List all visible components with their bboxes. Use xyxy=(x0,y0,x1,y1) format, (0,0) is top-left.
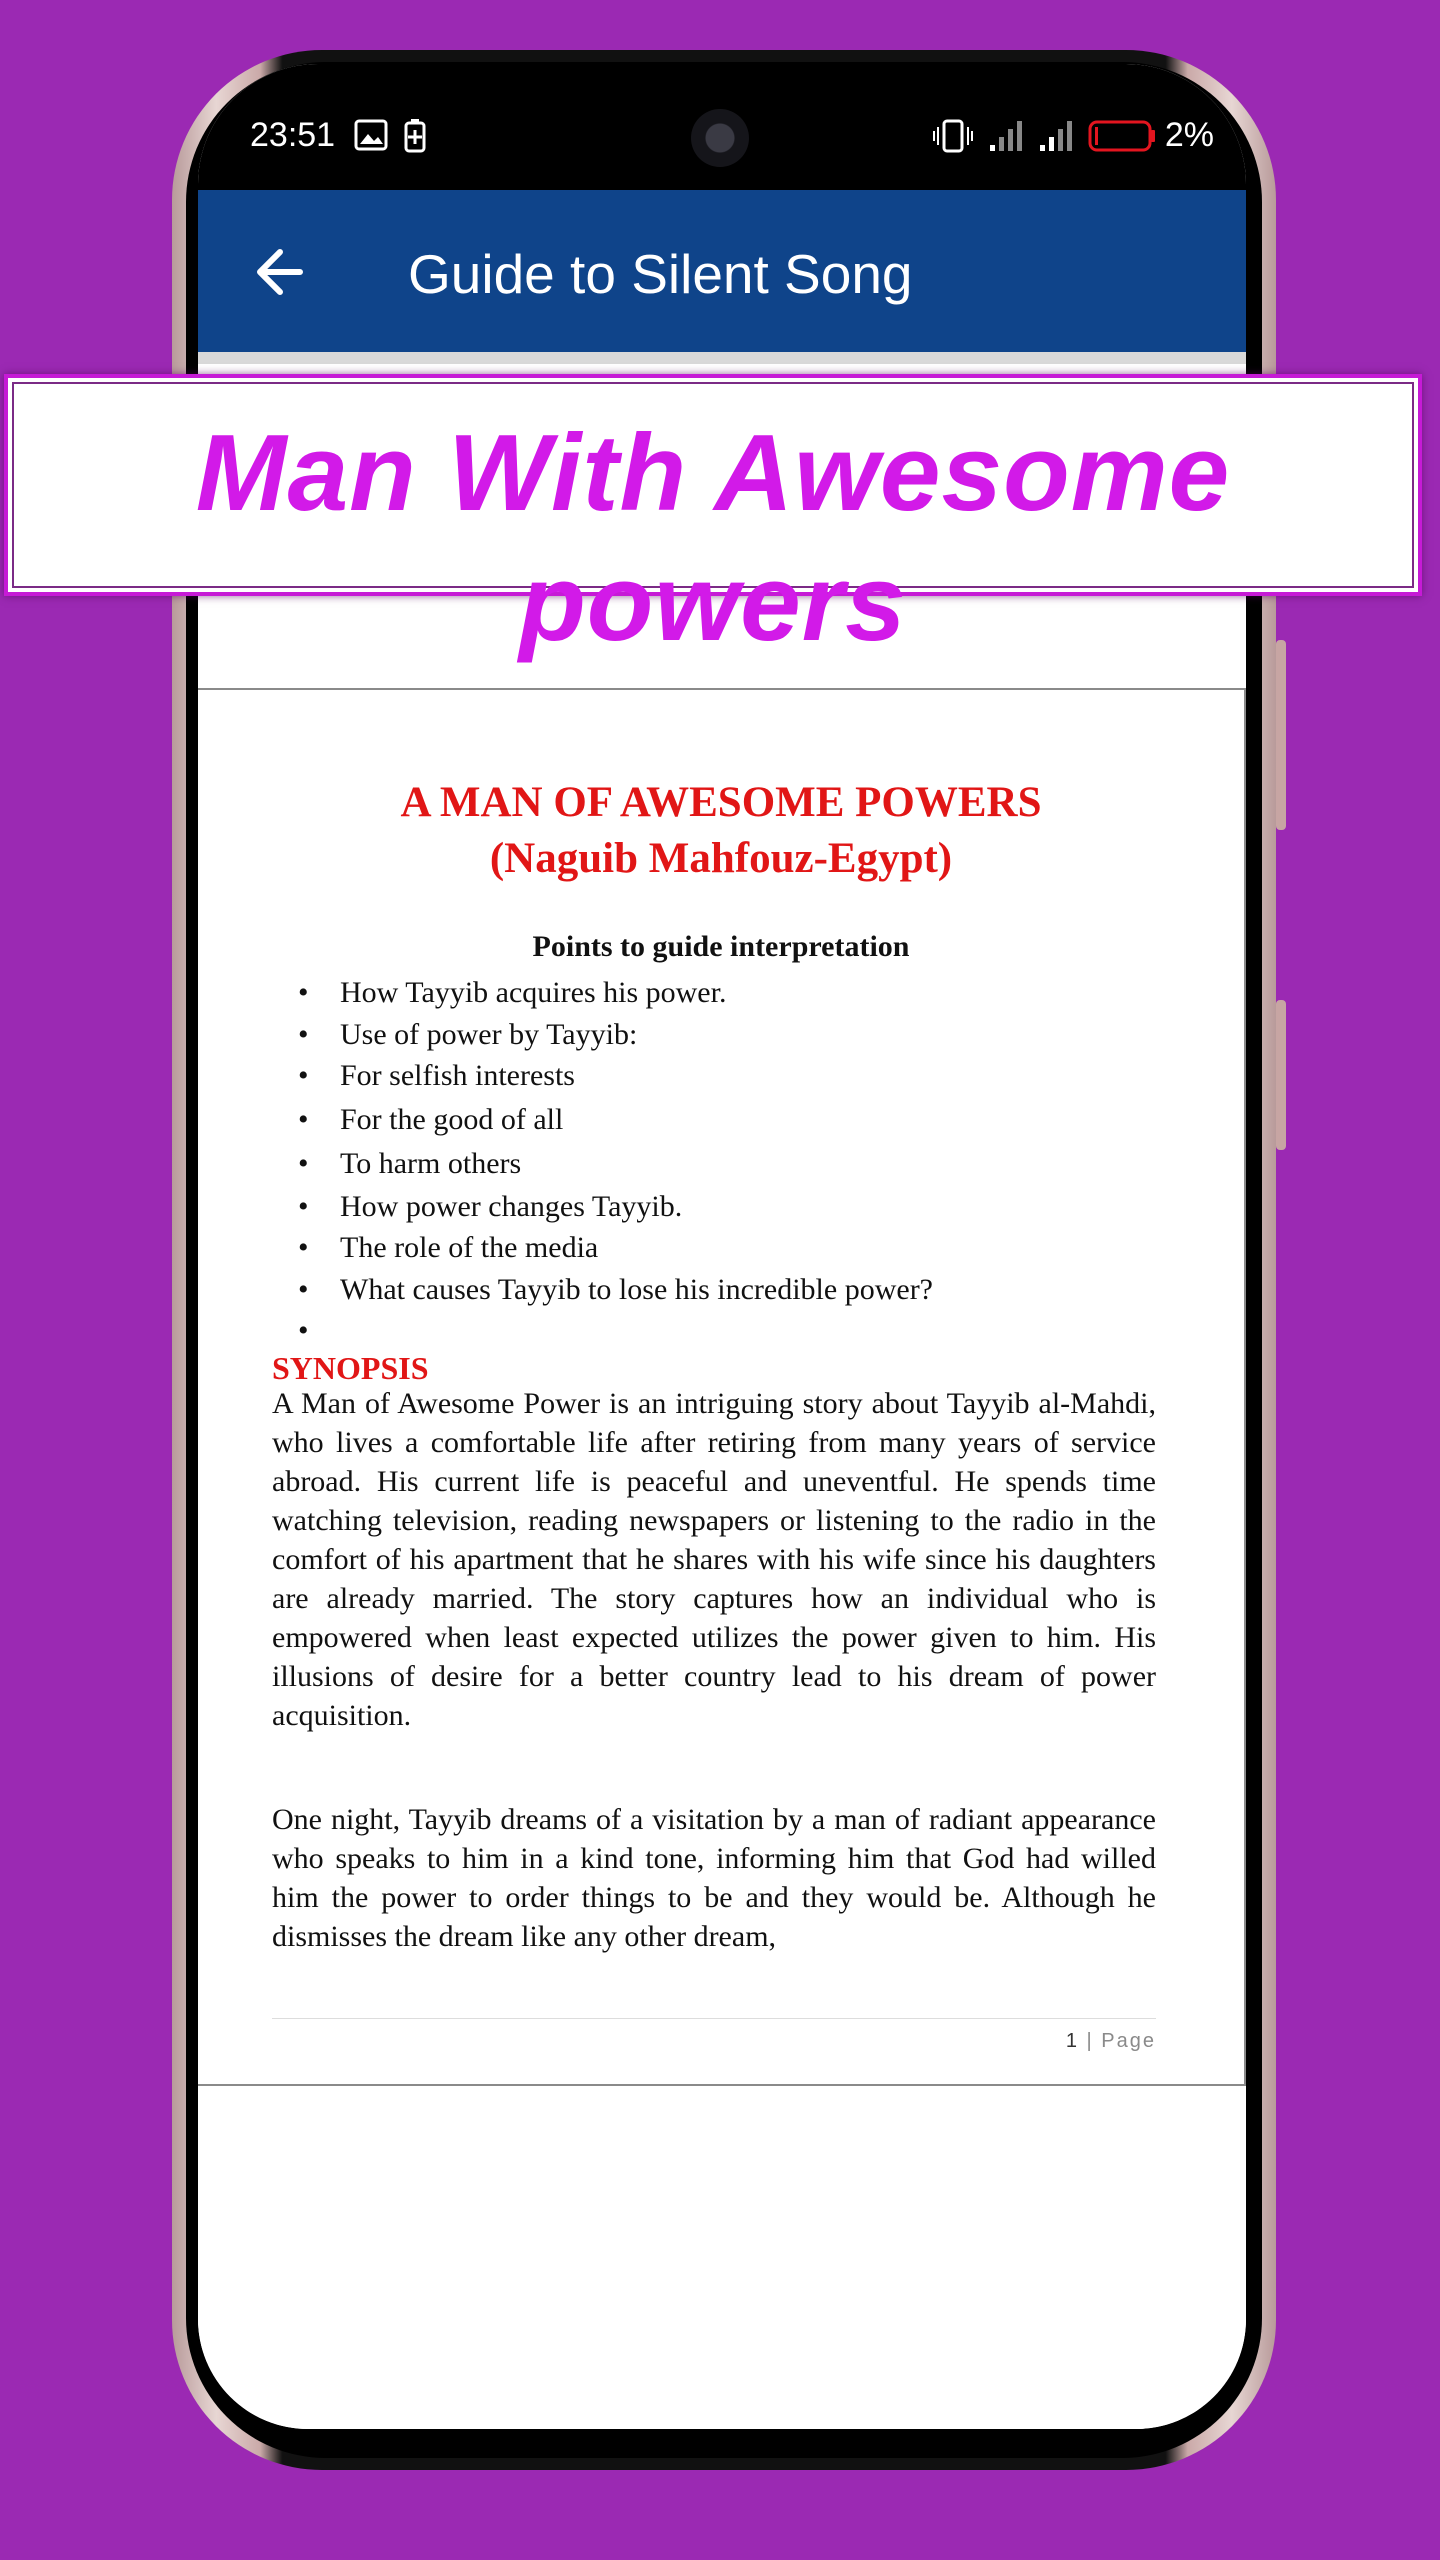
image-icon xyxy=(354,119,388,151)
signal-icon xyxy=(988,119,1028,151)
points-list xyxy=(268,972,933,1352)
list-item xyxy=(268,1310,933,1352)
front-camera xyxy=(691,109,749,167)
points-heading: Points to guide interpretation xyxy=(532,930,910,963)
document-subtitle: (Naguib Mahfouz-Egypt) xyxy=(489,835,953,882)
back-button[interactable] xyxy=(248,240,318,304)
synopsis-heading: SYNOPSIS xyxy=(272,1350,429,1386)
list-item: • How power changes Tayyib. xyxy=(268,1186,933,1228)
list-item: • For the good of all xyxy=(268,1097,933,1142)
signal-icon xyxy=(1038,119,1078,151)
app-bar xyxy=(198,190,1246,352)
document-title: A MAN OF AWESOME POWERS xyxy=(400,779,1042,826)
battery-percent: 2% xyxy=(1164,116,1214,154)
arrow-back-icon xyxy=(248,240,318,304)
page-label: | Page xyxy=(1086,2030,1156,2052)
synopsis-paragraph: One night, Tayyib dreams of a visitation by a man of radiant appearance who speaks to him in a kind tone, informing him that God had willed him the power to order things to be and they would be. Although he dismisses the dream like any other dream, xyxy=(272,1803,1156,1953)
power-button xyxy=(1276,1000,1286,1150)
page-number xyxy=(1066,2030,1156,2053)
battery-low-icon xyxy=(1088,119,1158,153)
vibrate-icon xyxy=(932,119,974,153)
list-item: • To harm others xyxy=(268,1142,933,1186)
divider xyxy=(198,352,1246,364)
footer-rule xyxy=(272,2018,1156,2019)
list-item: • Use of power by Tayyib: xyxy=(268,1014,933,1056)
status-time: 23:51 xyxy=(250,116,336,154)
page-number-value: 1 xyxy=(1065,2030,1079,2052)
synopsis-paragraph: A Man of Awesome Power is an intriguing story about Tayyib al-Mahdi, who lives a comfortable life after retiring from many years of service abroad. His current life is peaceful and uneventful. He spends time watching television, reading newspapers or listening to the radio in the comfort of his apartment that he shares with his wife since his daughters are already married. The story captures how an individual who is empowered when least expected utilizes the power given to him. His illusions of desire for a better country lead to his dream of power acquisition. xyxy=(272,1387,1156,1732)
banner-text: Man With Awesome powers xyxy=(195,412,1231,664)
status-bar xyxy=(198,64,1246,190)
list-item: • For selfish interests xyxy=(268,1055,933,1097)
app-title: Guide to Silent Song xyxy=(408,243,913,305)
promo-banner xyxy=(4,374,1422,664)
list-item: • How Tayyib acquires his power. xyxy=(268,972,933,1014)
list-item: • What causes Tayyib to lose his incredible power? xyxy=(268,1269,933,1311)
document-page[interactable] xyxy=(198,688,1246,2086)
list-item: • The role of the media xyxy=(268,1227,933,1269)
battery-saver-icon xyxy=(404,119,426,153)
volume-button xyxy=(1276,640,1286,830)
